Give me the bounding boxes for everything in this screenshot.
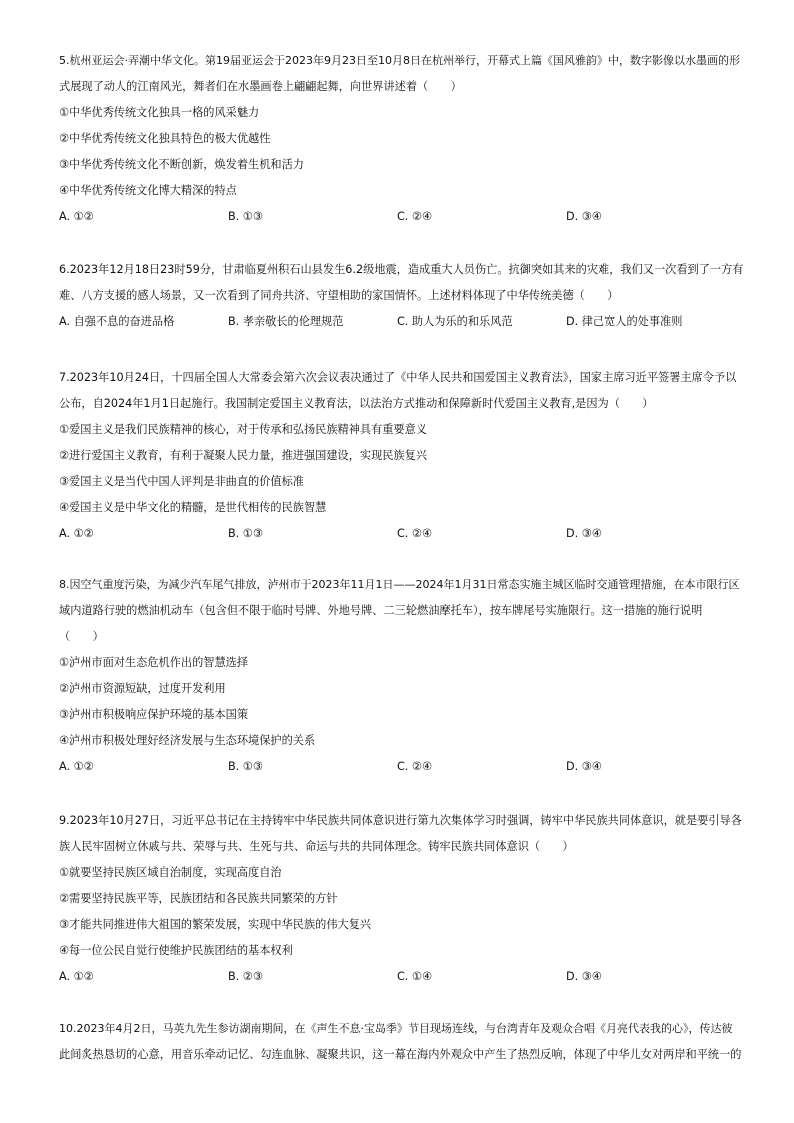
- statement-option: ①泸州市面对生态危机作出的智慧选择: [59, 656, 249, 669]
- choice-c: C. ②④: [397, 527, 432, 540]
- question-10: [59, 1016, 743, 1068]
- choice-a: A. ①②: [59, 760, 94, 773]
- choice-c: C. ②④: [397, 210, 432, 223]
- statement-option: ③中华优秀传统文化不断创新，焕发着生机和活力: [59, 158, 304, 171]
- choice-b: B. ①③: [228, 527, 263, 540]
- statement-option: ④爱国主义是中华文化的精髓，是世代相传的民族智慧: [59, 501, 327, 514]
- question-8: [59, 572, 743, 780]
- question-stem-line: 此间炙热恳切的心意，用音乐牵动记忆、勾连血脉、凝聚共识，这一幕在海内外观众中产生了热烈反响，体现了中华儿女对两岸和平统一的: [59, 1048, 742, 1061]
- question-9: [59, 808, 743, 990]
- question-stem-line: （ ）: [59, 630, 104, 643]
- question-stem-line: 8.因空气重度污染，为减少汽车尾气排放，泸州市于2023年11月1日——2024年1月31日常态实施主城区临时交通管理措施，在本市限行区: [59, 578, 740, 591]
- answer-choices: [59, 521, 743, 547]
- choice-a: A. ①②: [59, 210, 94, 223]
- choice-d: D. 律己宽人的处事准则: [566, 315, 683, 328]
- statement-option: ①爱国主义是我们民族精神的核心，对于传承和弘扬民族精神具有重要意义: [59, 423, 428, 436]
- statement-option: ②泸州市资源短缺，过度开发利用: [59, 682, 226, 695]
- choice-a: A. ①②: [59, 970, 94, 983]
- statement-option: ②需要坚持民族平等，民族团结和各民族共同繁荣的方针: [59, 892, 338, 905]
- choice-a: A. ①②: [59, 527, 94, 540]
- question-stem-line: 5.杭州亚运会·弄潮中华文化。第19届亚运会于2023年9月23日至10月8日在杭州举行，开幕式上篇《国风雅韵》中，数字影像以水墨画的形: [59, 54, 740, 67]
- question-stem-line: 10.2023年4月2日，马英九先生参访湖南期间，在《声生不息·宝岛季》节目现场连线，与台湾青年及观众合唱《月亮代表我的心》，传达彼: [59, 1022, 733, 1035]
- question-stem-line: 7.2023年10月24日，十四届全国人大常委会第六次会议表决通过了《中华人民共和国爱国主义教育法》，国家主席习近平签署主席令予以: [59, 371, 737, 384]
- statement-option: ①中华优秀传统文化独具一格的风采魅力: [59, 106, 260, 119]
- choice-b: B. ①③: [228, 760, 263, 773]
- statement-option: ③泸州市积极响应保护环境的基本国策: [59, 708, 249, 721]
- answer-choices: [59, 204, 743, 230]
- choice-d: D. ③④: [566, 760, 602, 773]
- question-stem-line: 公布，自2024年1月1日起施行。我国制定爱国主义教育法，以法治方式推动和保障新时代爱国主义教育,是因为（ ）: [59, 397, 654, 410]
- statement-option: ③才能共同推进伟大祖国的繁荣发展，实现中华民族的伟大复兴: [59, 918, 372, 931]
- question-5: [59, 48, 743, 230]
- choice-d: D. ③④: [566, 970, 602, 983]
- choice-d: D. ③④: [566, 527, 602, 540]
- question-stem-line: 域内道路行驶的燃油机动车（包含但不限于临时号牌、外地号牌、二三轮燃油摩托车），按车牌尾号实施限行。这一措施的施行说明: [59, 604, 703, 617]
- choice-b: B. ②③: [228, 970, 263, 983]
- answer-choices: [59, 754, 743, 780]
- question-6: [59, 257, 743, 335]
- question-stem-line: 6.2023年12月18日23时59分，甘肃临夏州积石山县发生6.2级地震，造成重大人员伤亡。抗御突如其来的灾难，我们又一次看到了一方有: [59, 263, 744, 276]
- choice-c: C. 助人为乐的和乐风范: [397, 315, 513, 328]
- question-stem-line: 9.2023年10月27日，习近平总书记在主持铸牢中华民族共同体意识进行第九次集体学习时强调，铸牢中华民族共同体意识，就是要引导各: [59, 814, 742, 827]
- choice-b: B. ①③: [228, 210, 263, 223]
- statement-option: ④泸州市积极处理好经济发展与生态环境保护的关系: [59, 734, 316, 747]
- statement-option: ②中华优秀传统文化独具特色的极大优越性: [59, 132, 271, 145]
- choice-a: A. 自强不息的奋进品格: [59, 315, 175, 328]
- choice-d: D. ③④: [566, 210, 602, 223]
- statement-option: ①就要坚持民族区域自治制度，实现高度自治: [59, 866, 282, 879]
- statement-option: ③爱国主义是当代中国人评判是非曲直的价值标准: [59, 475, 304, 488]
- statement-option: ②进行爱国主义教育，有利于凝聚人民力量，推进强国建设，实现民族复兴: [59, 449, 428, 462]
- answer-choices: [59, 309, 743, 335]
- question-stem-line: 难、八方支援的感人场景，又一次看到了同舟共济、守望相助的家国情怀。上述材料体现了中华传统美德（ ）: [59, 289, 619, 302]
- question-stem-line: 式展现了动人的江南风光，舞者们在水墨画卷上翩翩起舞，向世界讲述着（ ）: [59, 80, 462, 93]
- choice-c: C. ①④: [397, 970, 432, 983]
- statement-option: ④中华优秀传统文化博大精深的特点: [59, 184, 237, 197]
- choice-c: C. ②④: [397, 760, 432, 773]
- answer-choices: [59, 964, 743, 990]
- question-stem-line: 族人民牢固树立休戚与共、荣辱与共、生死与共、命运与共的共同体理念。铸牢民族共同体意识（ ）: [59, 840, 574, 853]
- statement-option: ④每一位公民自觉行使维护民族团结的基本权利: [59, 944, 293, 957]
- choice-b: B. 孝亲敬长的伦理规范: [228, 315, 344, 328]
- question-7: [59, 365, 743, 547]
